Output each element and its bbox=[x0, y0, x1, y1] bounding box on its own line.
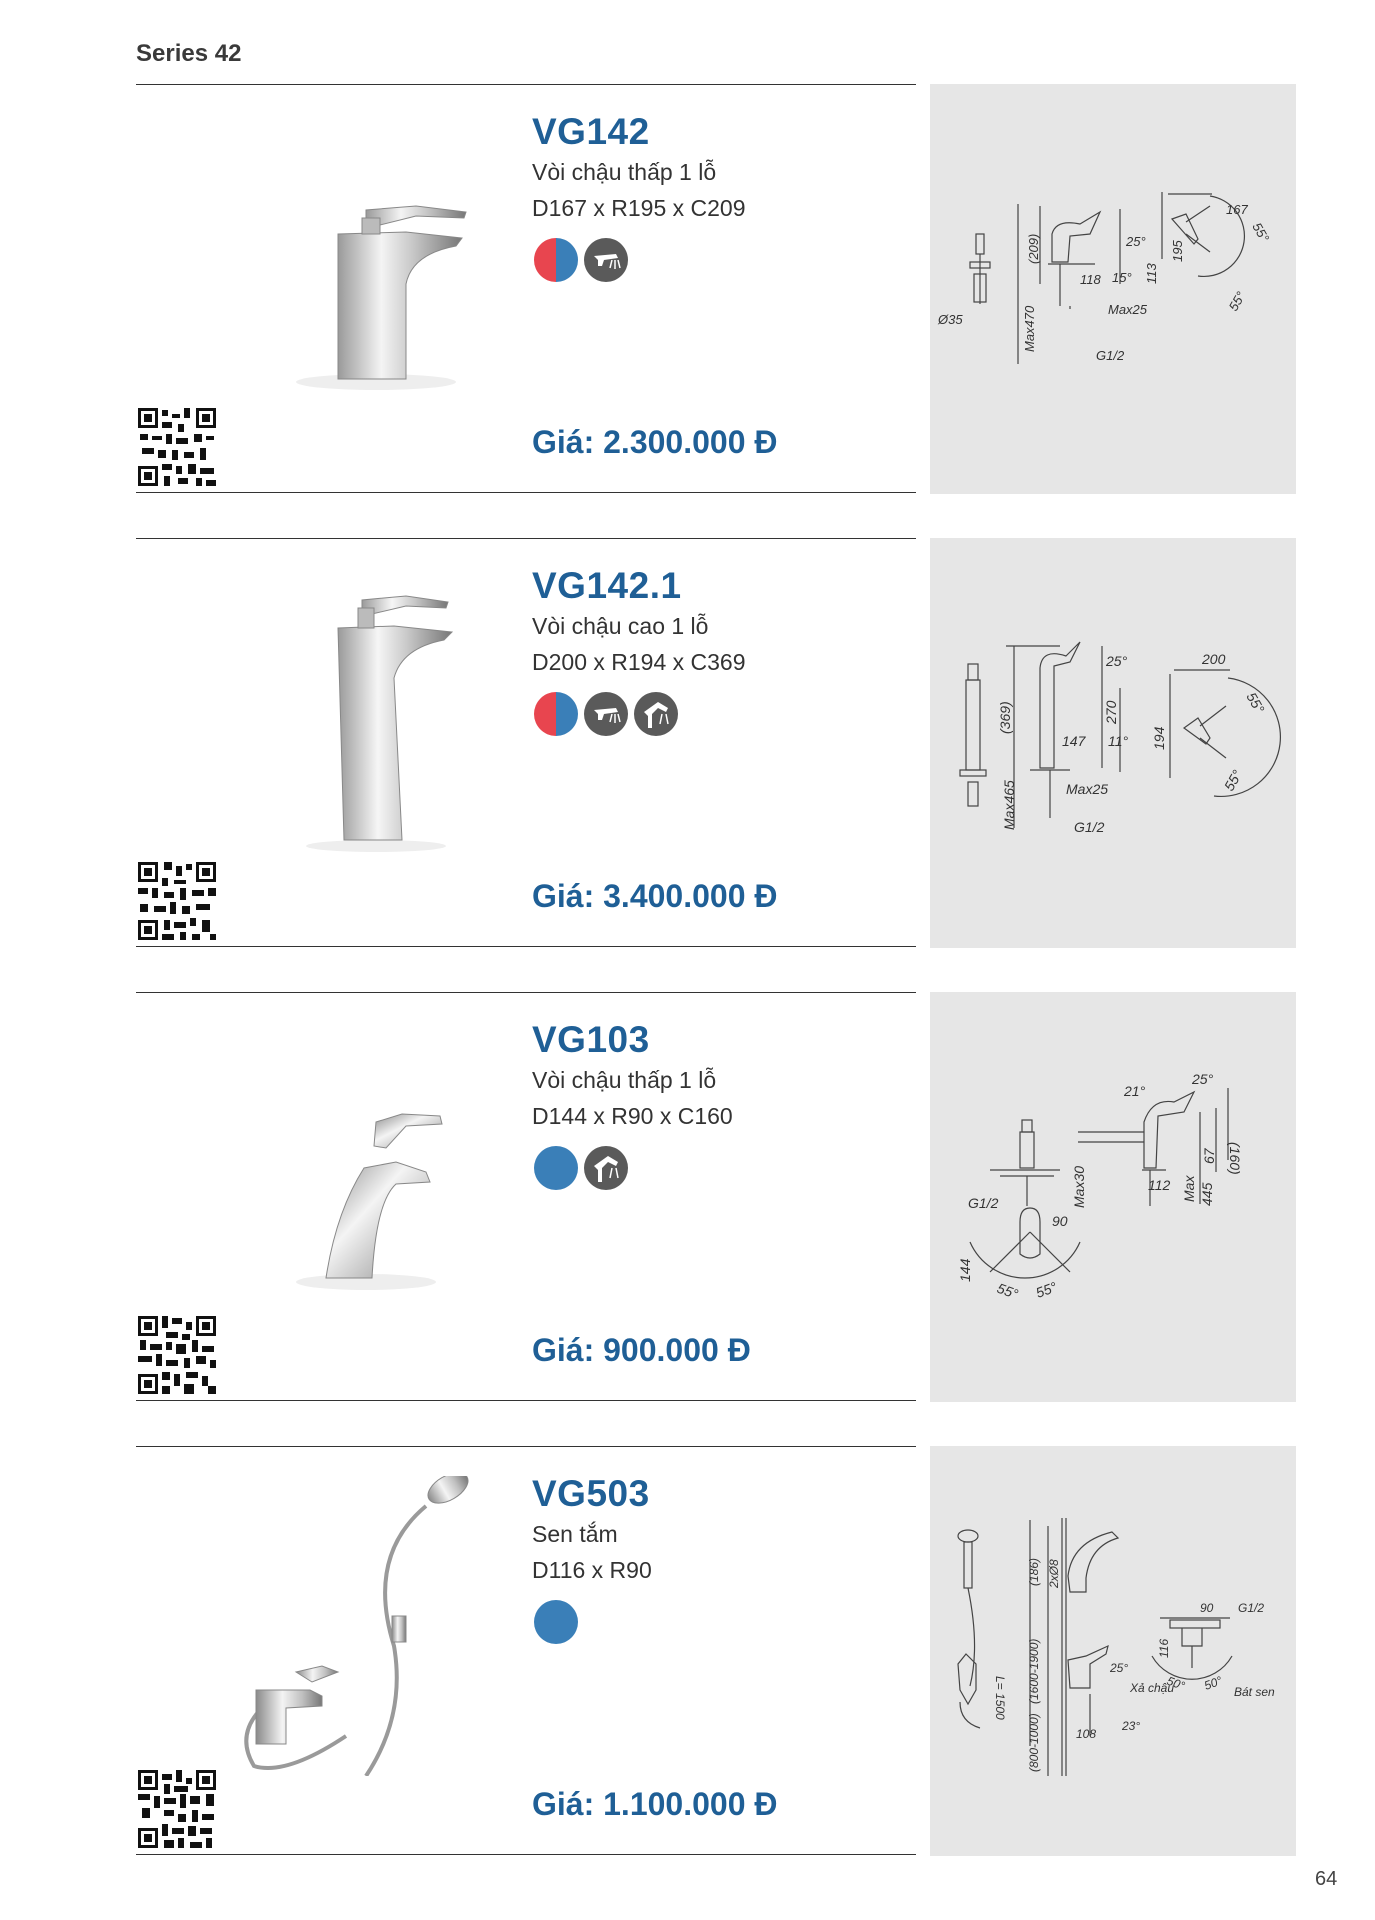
drawing-label: 108 bbox=[1076, 1727, 1097, 1741]
product-dimensions: D167 x R195 x C209 bbox=[532, 195, 746, 221]
product-code: VG142 bbox=[532, 111, 650, 152]
cold-only-icon bbox=[532, 1598, 580, 1646]
drawing-label: 200 bbox=[1202, 651, 1226, 667]
drawing-label: 25° bbox=[1110, 1661, 1129, 1675]
product-card-vg142-1 bbox=[136, 538, 1296, 948]
divider bbox=[136, 84, 916, 85]
qr-code[interactable] bbox=[136, 860, 218, 942]
tall-basin-icon bbox=[632, 690, 680, 738]
drawing-label: 55° bbox=[1220, 767, 1246, 794]
feature-icons bbox=[532, 236, 912, 284]
drawing-label: 2xØ8 bbox=[1047, 1559, 1061, 1588]
product-card-vg503 bbox=[136, 1446, 1296, 1856]
drawing-label: L= 1500 bbox=[993, 1676, 1007, 1720]
drawing-label: 11° bbox=[1108, 733, 1129, 749]
product-dimensions: D200 x R194 x C369 bbox=[532, 649, 746, 675]
product-card-vg142 bbox=[136, 84, 1296, 494]
page-number: 64 bbox=[1315, 1868, 1338, 1890]
drawing-label: 25° bbox=[1106, 653, 1128, 669]
drawing-label: 112 bbox=[1148, 1177, 1171, 1193]
drawing-label: 50° bbox=[1202, 1673, 1225, 1693]
drawing-label: Ø35 bbox=[938, 312, 963, 327]
product-dimensions: D144 x R90 x C160 bbox=[532, 1103, 733, 1129]
product-code: VG103 bbox=[532, 1019, 650, 1060]
product-price: Giá: 900.000 Đ bbox=[532, 1332, 751, 1368]
drawing-label: Xả chậu bbox=[1130, 1681, 1175, 1695]
drawing-label: 445 bbox=[1199, 1182, 1215, 1206]
drawing-label: Bát sen bbox=[1234, 1685, 1275, 1699]
hot-cold-icon bbox=[532, 690, 580, 738]
drawing-label: (369) bbox=[997, 701, 1013, 734]
drawing-label: G1/2 bbox=[1238, 1601, 1265, 1615]
hot-cold-icon bbox=[532, 236, 580, 284]
divider bbox=[136, 1446, 916, 1447]
drawing-label: 67 bbox=[1201, 1148, 1217, 1164]
drawing-label: (1600-1900) bbox=[1027, 1638, 1041, 1704]
product-info bbox=[532, 564, 912, 738]
feature-icons bbox=[532, 1144, 912, 1192]
drawing-label: 55° bbox=[994, 1279, 1021, 1303]
drawing-label: (160) bbox=[1227, 1142, 1243, 1175]
drawing-label: 55° bbox=[1225, 288, 1249, 314]
product-dimensions: D116 x R90 bbox=[532, 1557, 652, 1583]
basin-spout-icon bbox=[582, 690, 630, 738]
feature-icons bbox=[532, 690, 912, 738]
product-info bbox=[532, 110, 912, 284]
drawing-label: 90 bbox=[1200, 1601, 1214, 1615]
faucet-photo bbox=[226, 1022, 566, 1322]
drawing-label: Max30 bbox=[1071, 1165, 1087, 1208]
shower-set-photo bbox=[226, 1476, 566, 1776]
drawing-label: 167 bbox=[1226, 202, 1248, 217]
divider bbox=[136, 492, 916, 493]
divider bbox=[136, 1400, 916, 1401]
cold-only-icon bbox=[532, 1144, 580, 1192]
product-name: Sen tắm bbox=[532, 1521, 618, 1547]
drawing-label: 25° bbox=[1192, 1071, 1214, 1087]
product-info bbox=[532, 1018, 912, 1192]
drawing-label: G1/2 bbox=[1074, 819, 1105, 835]
drawing-label: 90 bbox=[1052, 1213, 1068, 1229]
drawing-label: 270 bbox=[1103, 700, 1119, 724]
feature-icons bbox=[532, 1598, 912, 1646]
drawing-label: (209) bbox=[1026, 233, 1041, 264]
drawing-label: 113 bbox=[1144, 263, 1159, 284]
drawing-label: Max25 bbox=[1108, 302, 1148, 317]
drawing-label: 144 bbox=[957, 1258, 973, 1282]
drawing-label: 25° bbox=[1126, 234, 1146, 249]
drawing-label: (186) bbox=[1027, 1557, 1041, 1586]
drawing-label: 55° bbox=[1033, 1278, 1059, 1301]
divider bbox=[136, 946, 916, 947]
drawing-label: G1/2 bbox=[968, 1195, 999, 1211]
divider bbox=[136, 992, 916, 993]
series-title: Series 42 bbox=[136, 40, 242, 67]
drawing-label: G1/2 bbox=[1096, 348, 1125, 363]
technical-drawing bbox=[930, 538, 1296, 948]
qr-code[interactable] bbox=[136, 1768, 218, 1850]
product-price: Giá: 2.300.000 Đ bbox=[532, 424, 778, 460]
qr-code[interactable] bbox=[136, 1314, 218, 1396]
drawing-label: 55° bbox=[1249, 220, 1273, 245]
product-name: Vòi chậu thấp 1 lỗ bbox=[532, 1067, 717, 1093]
drawing-label: Max470 bbox=[1022, 305, 1037, 352]
faucet-photo bbox=[226, 114, 566, 414]
product-price: Giá: 3.400.000 Đ bbox=[532, 878, 778, 914]
drawing-label: Max bbox=[1181, 1175, 1197, 1202]
drawing-label: 195 bbox=[1170, 240, 1185, 262]
drawing-label: Max25 bbox=[1066, 781, 1109, 797]
product-info bbox=[532, 1472, 912, 1646]
drawing-label: 116 bbox=[1157, 1638, 1171, 1658]
tall-basin-icon bbox=[582, 1144, 630, 1192]
technical-drawing bbox=[930, 84, 1296, 494]
basin-spout-icon bbox=[582, 236, 630, 284]
drawing-label: 147 bbox=[1062, 733, 1086, 749]
drawing-label: Max465 bbox=[1001, 780, 1017, 830]
faucet-photo bbox=[226, 568, 566, 868]
product-price: Giá: 1.100.000 Đ bbox=[532, 1786, 778, 1822]
divider bbox=[136, 1854, 916, 1855]
product-name: Vòi chậu thấp 1 lỗ bbox=[532, 159, 717, 185]
qr-code[interactable] bbox=[136, 406, 218, 488]
drawing-label: 21° bbox=[1124, 1083, 1146, 1099]
divider bbox=[136, 538, 916, 539]
drawing-label: 55° bbox=[1243, 689, 1268, 716]
drawing-label: 50° bbox=[1164, 1673, 1187, 1694]
drawing-label: 194 bbox=[1151, 726, 1167, 750]
product-code: VG503 bbox=[532, 1473, 650, 1514]
drawing-label: 118 bbox=[1080, 272, 1101, 287]
product-name: Vòi chậu cao 1 lỗ bbox=[532, 613, 709, 639]
drawing-label: 23° bbox=[1122, 1719, 1141, 1733]
drawing-label: (800-1000) bbox=[1027, 1713, 1041, 1772]
product-code: VG142.1 bbox=[532, 565, 682, 606]
technical-drawing bbox=[930, 992, 1296, 1402]
technical-drawing bbox=[930, 1446, 1296, 1856]
product-card-vg103 bbox=[136, 992, 1296, 1402]
drawing-label: 15° bbox=[1112, 270, 1132, 285]
